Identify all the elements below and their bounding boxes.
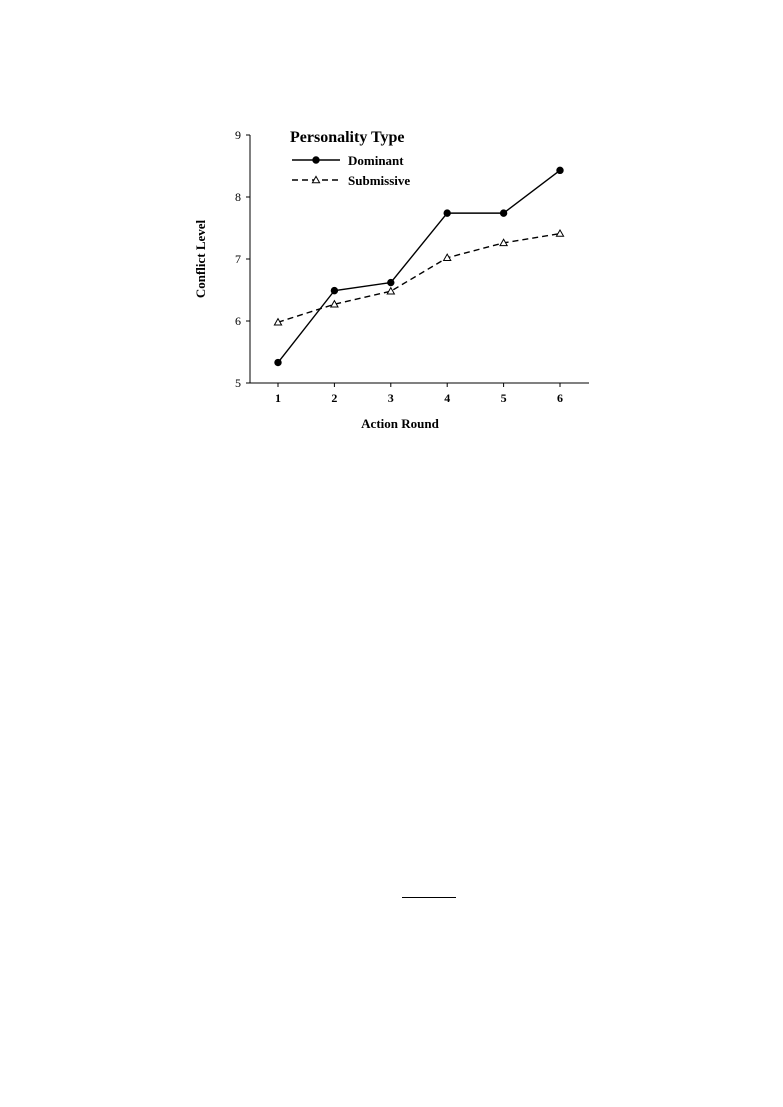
data-point-submissive bbox=[387, 288, 394, 294]
series-layer bbox=[274, 167, 563, 366]
y-tick-label: 5 bbox=[235, 376, 241, 390]
x-axis-label: Action Round bbox=[361, 416, 439, 431]
y-tick-label: 9 bbox=[235, 128, 241, 142]
y-tick-label: 6 bbox=[235, 314, 241, 328]
x-tick-label: 2 bbox=[331, 391, 338, 405]
data-point-dominant bbox=[557, 167, 563, 173]
legend bbox=[290, 129, 410, 188]
x-tick-label: 4 bbox=[444, 391, 451, 405]
legend-entries bbox=[292, 153, 410, 188]
x-tick-label: 5 bbox=[500, 391, 507, 405]
data-point-submissive bbox=[556, 230, 563, 236]
legend-marker-dominant bbox=[313, 157, 319, 163]
data-point-dominant bbox=[444, 210, 450, 216]
footnote-rule bbox=[402, 897, 456, 898]
axes bbox=[250, 135, 589, 383]
y-axis-label: Conflict Level bbox=[193, 219, 208, 299]
legend-title: Personality Type bbox=[290, 129, 405, 146]
data-point-dominant bbox=[275, 359, 281, 365]
x-tick-label: 3 bbox=[387, 391, 394, 405]
y-tick-label: 7 bbox=[235, 252, 241, 266]
series-line-dominant bbox=[278, 170, 560, 362]
y-tick-label: 8 bbox=[235, 190, 241, 204]
x-ticks bbox=[275, 383, 563, 405]
legend-label-dominant: Dominant bbox=[348, 153, 404, 168]
x-tick-label: 1 bbox=[275, 391, 281, 405]
y-ticks bbox=[235, 128, 250, 390]
x-tick-label: 6 bbox=[557, 391, 563, 405]
data-point-dominant bbox=[500, 210, 506, 216]
data-point-dominant bbox=[388, 279, 394, 285]
data-point-dominant bbox=[331, 287, 337, 293]
legend-label-submissive: Submissive bbox=[348, 173, 411, 188]
